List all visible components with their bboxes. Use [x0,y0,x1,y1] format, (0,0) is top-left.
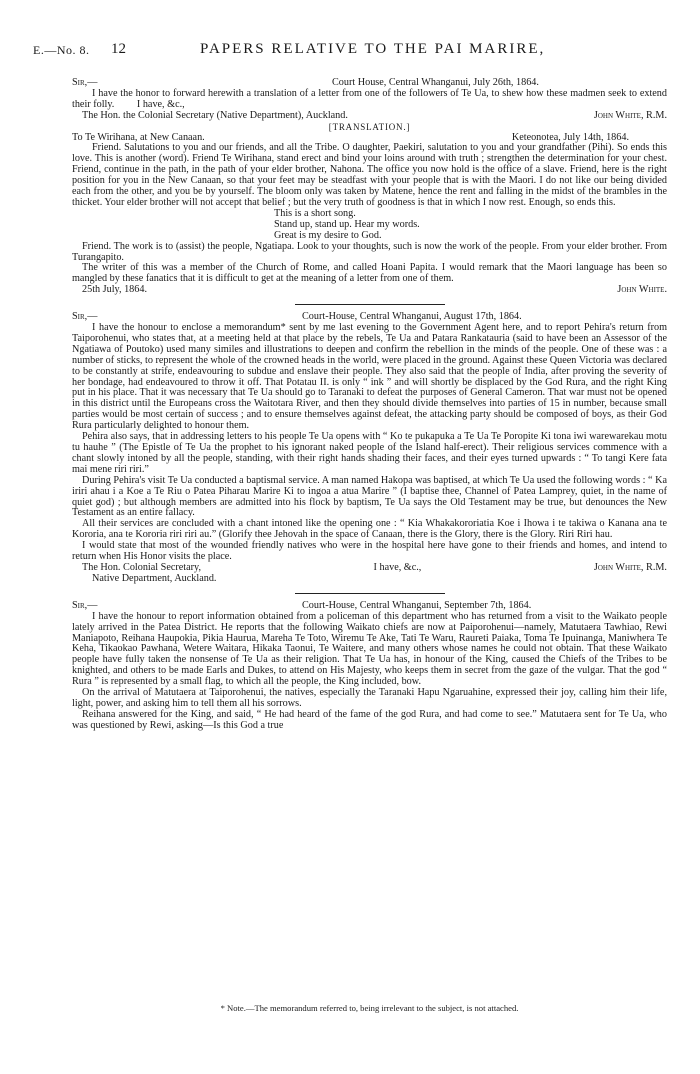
letter-paragraph: On the arrival of Matutaera at Taiporohenui, the natives, especially the Taranaki Hapu Ngaruahine, expressed their joy, calling him their life, light, power, and asking him to tell them all his sorrows. [72,687,667,709]
salutation: Sir,— [72,77,98,88]
letter-paragraph: During Pehira's visit Te Ua conducted a baptismal service. A man named Hakopa was baptised, at which Te Ua used the following words : “ Ka iriri ahau i a Koe a Te Riu o Patea Piharau Marire Ki to ingoa a atua Marire ” (I baptise thee, Channel of Patea Lamprey, quiet, in the name of quiet god) ; but although members are admitted into his flock by baptism, Te Ua says the Old Testament may be true, but denounces the New Testament as an entire fallacy. [72,474,667,519]
letter-september-7 [72,601,667,732]
translation-section [72,122,667,297]
signature-row [72,111,667,122]
translation-to: To Te Wirihana, at New Canaan. [72,131,205,143]
letter-august-17 [72,312,667,585]
document-reference: E.—No. 8. [33,43,90,57]
dateline: Court-House, Central Whanganui, August 17th, 1864. [302,311,522,323]
addressee: The Hon. Colonial Secretary, [82,561,202,573]
salutation: Sir,— [72,599,98,611]
letter-paragraph: Pehira also says, that in addressing letters to his people Te Ua opens with “ Ko te pukapuka a Te Ua Te Poropite Ki tona iwi warewarekau motu tu hauhe ” (The Epistle of Te Ua the prophet to his ignorant naked people of the Island half-erect). Their religious services commence with a chant slowly intoned by all the people, standing, with their right hands shading their faces, and their eyes turned upwards : “ To tangi Kere fata mai mene riri riri.” [72,431,667,475]
song-line: Stand up, stand up. Hear my words. [274,218,420,230]
section-divider [295,593,445,594]
salutation: Sir,— [72,311,98,323]
page-body [72,78,667,732]
signature: John White. [617,284,667,296]
translation-heading: [TRANSLATION.] [328,121,411,132]
translation-signature-row [72,285,667,296]
section-divider [295,304,445,305]
page-header [0,43,700,63]
footnote: * Note.—The memorandum referred to, being irrelevant to the subject, is not attached. [220,1003,519,1013]
signature: John White, R.M. [593,109,667,121]
addressee-line-2: Native Department, Auckland. [92,572,217,584]
addressee: The Hon. the Colonial Secretary (Native Department), Auckland. [82,109,348,121]
letter-paragraph: I have the honor to forward herewith a translation of a letter from one of the followers of Te Ua, to shew how these madmen seek to extend their folly. I have, &c., [72,87,667,110]
short-song [72,209,667,242]
translation-body: Friend. Salutations to you and our friends, and all the Tribe. O daughter, Paekiri, salutation to you and your grandfather (Pihi). So ends this love. This is another (word). Friend Te Wirihana, stand erect and bind your loins around with truth ; strengthen the determination for your chest. Friend, continue in the path, in the path of your elder brother, Nahona. The office you now hold is the office of a slave. Friend, here is the right position for you in the New Canaan, so that your feet may be steadfast with your people that is with the Maori. I do not like our being divided each from the other, and you be by yourself. The bloom only was taken by Matene, hence the rent and falling in the midst of the brambles in the thicket. Your elder brother will not accept that belief ; but the very truth of goodness is that in which I now rest. Enough, so ends this. [72,142,667,208]
letter-paragraph: All their services are concluded with a chant intoned like the opening one : “ Kia Whakakororiatia Koe i Ihowa i te takiwa o Kanana ana te Kororia, ana te Kororia riri riri au.” (Glorify thee Jehovah in the space of Canaan, there is the Glory, there is the Glory. Riri Riri hau. [72,518,667,541]
dateline: Court-House, Central Whanganui, September 7th, 1864. [302,599,532,611]
song-line: This is a short song. [274,207,356,219]
dateline: Court House, Central Whanganui, July 26th, 1864. [332,77,539,88]
signature: John White, R.M. [593,561,667,573]
closing: I have, &c., [373,561,422,573]
song-line: Great is my desire to God. [274,229,382,241]
letter-paragraph: I have the honour to report information obtained from a policeman of this department who has returned from a visit to the Waikato people lately arrived in the Patea District. He reports that the following Waikato chiefs are now at Paiporohenui—namely, Matutaera Tawhiao, Rewi Maniapoto, Reihana Haupokia, Pikia Haurua, Mareha Te Toto, Wiremu Te Ake, Tati Te Waru, Raureti Paiaka, Toma Te Ipuinanga, Maniwhera Te Keha, Tikaokao Pawhana, Wetere Waitara, Hikaka Taonui, Te Waitere, and many others whose names he could not obtain. That these Waikato people have fully taken the nonsense of Te Ua as their religion. That Te Ua has, in honour of the King, caused the Chiefs of the Tribes to be knighted, and others to be made Earls and Dukes, to attend on His Majesty, who keeps them in secret from the gaze of the vulgar. That the god “ Rura ” is represented by a small flag, to which all the people, the King included, bow. [72,610,667,688]
translation-date: 25th July, 1864. [82,284,147,296]
translation-place-date: Keteonotea, July 14th, 1864. [511,131,629,143]
letter-paragraph: Reihana answered for the King, and said, “ He had heard of the fame of the god Rura, and had come to see.” Matutaera sent for Te Ua, who was questioned by Rewi, asking—Is this God a true [72,708,667,731]
translation-remark: The writer of this was a member of the Church of Rome, and called Hoani Papita. I would remark that the Maori language has been so mangled by these fanatics that it is difficult to get at the meaning of a letter from one of them. [72,262,667,285]
translation-after: Friend. The work is to (assist) the people, Ngatiapa. Look to your thoughts, such is now the work of the people. From your elder brother. From Turangapito. [72,240,667,263]
running-title: PAPERS RELATIVE TO THE PAI MARIRE, [200,41,546,57]
letter-paragraph: I would state that most of the wounded friendly natives who were in the hospital here have gone to their friends and homes, and intend to return when His Honor visits the place. [72,540,667,563]
letter-july-26 [72,78,667,122]
closing: I have, &c., [136,98,185,110]
letter-paragraph: I have the honour to enclose a memorandum* sent by me last evening to the Government Agent here, and to report Pehira's return from Taiporohenui, who states that, at a meeting held at that place by the rebels, Te Ua and Patara Rankatauria (said to have been an Assessor of the Ngatiawa of Poutoko) used many similes and illustrations to deepen and confirm the rebellion in the minds of the people. One of these was : a number of sticks, to represent the whole of the crowned heads in the world, were placed in the ground. Against these Queen Victoria was declared to be constantly at strife, endeavouring to subdue and enslave their people. They also said that the people of India, after proving the severity of her bondage, had endeavoured to throw it off. That Potatau II. is only “ ink ” and will shortly be displaced by the God Rura, and the right King put in his place. That it was necessary that Te Ua should go to Taranaki to defeat the purposes of General Cameron. That war must not be opened in this district until the Europeans cross the Waitotara River, and then they should divide themselves into parties of 15 in number, because small parties would be most certain of success ; and to ensure themselves against defeat, the attacking party should be composed of boys, as their God Rura particularly delighted to honour them. [72,322,667,432]
page-number: 12 [111,41,126,57]
